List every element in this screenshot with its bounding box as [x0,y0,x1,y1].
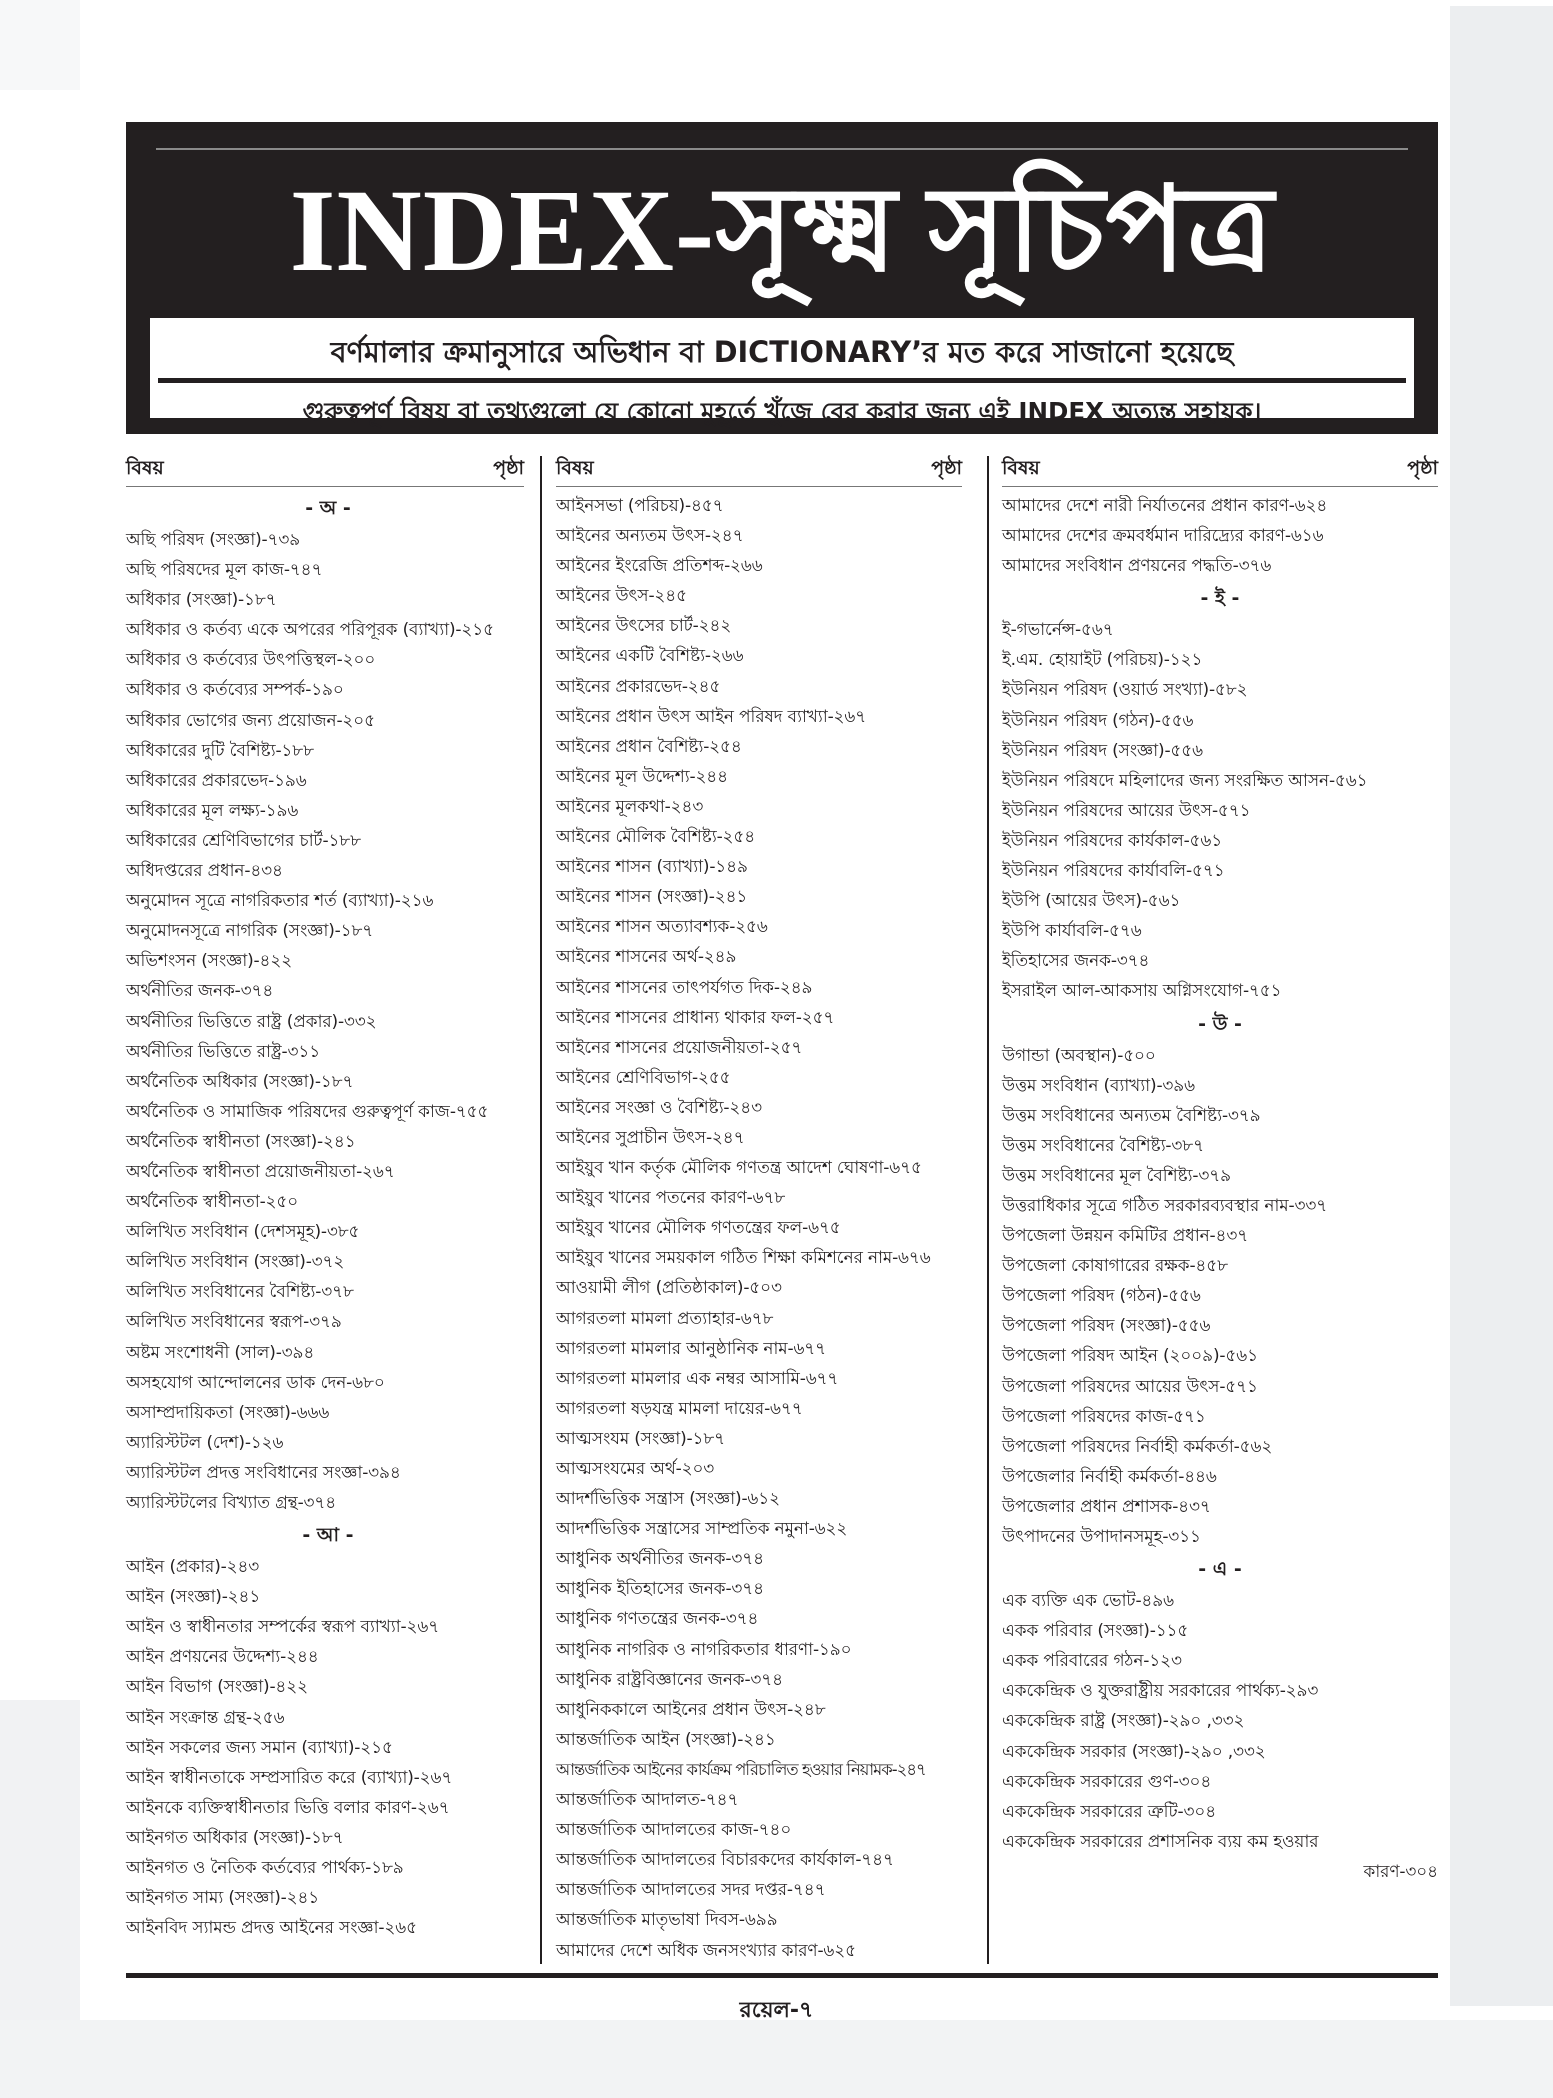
index-entry: আইন স্বাধীনতাকে সম্প্রসারিত করে (ব্যাখ্যা)-২৬৭ [126,1767,453,1788]
index-entry: অধিকার ও কর্তব্যের উৎপত্তিস্থল-২০০ [126,650,376,671]
index-entry: আইনের শাসন (সংজ্ঞা)-২৪১ [556,887,748,908]
subject-header: বিষয় [556,457,594,479]
index-entry: ই-গভার্নেন্স-৫৬৭ [1002,620,1114,641]
title-box [156,148,1408,312]
index-entry: অধিকারের শ্রেণিবিভাগের চার্ট-১৮৮ [126,830,361,851]
index-entry: অর্থনৈতিক ও সামাজিক পরিষদের গুরুত্বপূর্ণ কাজ-৭৫৫ [126,1101,489,1122]
index-entry: অধিদপ্তরের প্রধান-৪৩৪ [126,861,283,882]
index-entry: আইন (সংজ্ঞা)-২৪১ [126,1587,261,1608]
index-entry: আইনের শাসনের প্রাধান্য থাকার ফল-২৫৭ [556,1007,835,1028]
index-entry: আইনের প্রকারভেদ-২৪৫ [556,676,721,697]
index-entry: অছি পরিষদ (সংজ্ঞা)-৭৩৯ [126,530,301,550]
index-entry: অলিখিত সংবিধান (সংজ্ঞা)-৩৭২ [126,1252,345,1273]
index-entry: অধিকার (সংজ্ঞা)-১৮৭ [126,590,277,611]
index-entry: আইনের মৌলিক বৈশিষ্ট্য-২৫৪ [556,827,756,848]
index-entry: আইন ও স্বাধীনতার সম্পর্কের স্বরূপ ব্যাখ্যা-২৬৭ [126,1617,440,1638]
index-entry: অলিখিত সংবিধানের স্বরূপ-৩৭৯ [126,1312,342,1333]
index-entry: ইউনিয়ন পরিষদের কার্যাবলি-৫৭১ [1002,861,1225,882]
index-entry: ইউপি কার্যাবলি-৫৭৬ [1002,921,1142,942]
index-entry: আইনের শাসনের তাৎপর্যগত দিক-২৪৯ [556,977,813,998]
index-entry: আইনের সংজ্ঞা ও বৈশিষ্ট্য-২৪৩ [556,1097,762,1118]
index-entry: আগরতলা ষড়যন্ত্র মামলা দায়ের-৬৭৭ [556,1398,803,1419]
index-entry: আইয়ুব খানের পতনের কারণ-৬৭৮ [556,1188,786,1209]
section-letter-heading: - অ - [305,497,351,519]
index-entry: উপজেলা পরিষদ আইন (২০০৯)-৫৬১ [1002,1346,1258,1367]
index-entry: আত্মসংযম (সংজ্ঞা)-১৮৭ [556,1428,726,1449]
index-entry: উপজেলা পরিষদের নির্বাহী কর্মকর্তা-৫৬২ [1002,1436,1273,1457]
index-entry: আন্তর্জাতিক আদালতের কাজ-৭৪০ [556,1820,792,1841]
index-entry: অধিকারের মূল লক্ষ্য-১৯৬ [126,800,299,821]
index-entry: উত্তম সংবিধানের বৈশিষ্ট্য-৩৮৭ [1002,1135,1204,1156]
index-entry: আন্তর্জাতিক আইন (সংজ্ঞা)-২৪১ [556,1729,776,1750]
index-entry: অনুমোদন সূত্রে নাগরিকতার শর্ত (ব্যাখ্যা)-২১৬ [126,891,434,912]
index-entry: আইনের সুপ্রাচীন উৎস-২৪৭ [556,1127,745,1148]
index-entry: অভিশংসন (সংজ্ঞা)-৪২২ [126,951,293,972]
section-letter-heading: - ই - [1200,587,1240,610]
index-entry: আইনগত সাম্য (সংজ্ঞা)-২৪১ [126,1888,320,1909]
index-entry: আমাদের দেশের ক্রমবর্ধমান দারিদ্র্যের কারণ-৬১৬ [1002,526,1324,547]
index-entry: আইনের শাসন (ব্যাখ্যা)-১৪৯ [556,857,748,878]
index-entry: আদর্শভিত্তিক সন্ত্রাস (সংজ্ঞা)-৬১২ [556,1489,781,1510]
index-entry: উত্তম সংবিধানের অন্যতম বৈশিষ্ট্য-৩৭৯ [1002,1105,1261,1126]
index-entry: আগরতলা মামলার আনুষ্ঠানিক নাম-৬৭৭ [556,1338,827,1359]
index-entry: আইনের শাসনের অর্থ-২৪৯ [556,947,737,968]
index-entry: অর্থনীতির ভিত্তিতে রাষ্ট্র-৩১১ [126,1041,321,1062]
index-entry: এক ব্যক্তি এক ভোট-৪৯৬ [1002,1591,1175,1612]
index-entry: আগরতলা মামলা প্রত্যাহার-৬৭৮ [556,1308,774,1329]
index-entry: উত্তরাধিকার সূত্রে গঠিত সরকারব্যবস্থার নাম-৩৩৭ [1002,1195,1328,1216]
index-entry: উপজেলা পরিষদ (সংজ্ঞা)-৫৫৬ [1002,1316,1211,1337]
index-column-1 [126,456,530,1964]
index-entry: অর্থনীতির জনক-৩৭৪ [126,981,274,1002]
index-entry: আইনগত অধিকার (সংজ্ঞা)-১৮৭ [126,1827,344,1848]
index-entry: আইনের মূল উদ্দেশ্য-২৪৪ [556,766,728,787]
index-entry: অসাম্প্রদায়িকতা (সংজ্ঞা)-৬৬৬ [126,1402,330,1423]
index-entry: ইতিহাসের জনক-৩৭৪ [1002,951,1150,972]
index-entry: এককেন্দ্রিক সরকারের ত্রুটি-৩০৪ [1002,1801,1217,1822]
index-entry: আইনের অন্যতম উৎস-২৪৭ [556,526,744,547]
index-entry: আধুনিক গণতন্ত্রের জনক-৩৭৪ [556,1609,759,1630]
index-entry: ইউনিয়ন পরিষদ (গঠন)-৫৫৬ [1002,710,1194,731]
page-header: পৃষ্ঠা [493,457,524,479]
index-entry: আগরতলা মামলার এক নম্বর আসামি-৬৭৭ [556,1368,839,1389]
index-entry: উত্তম সংবিধান (ব্যাখ্যা)-৩৯৬ [1002,1075,1196,1096]
index-entry: আইন সংক্রান্ত গ্রন্থ-২৫৬ [126,1707,285,1728]
index-entry: উপজেলা পরিষদের কাজ-৫৭১ [1002,1406,1206,1427]
index-entry: আইয়ুব খান কর্তৃক মৌলিক গণতন্ত্র আদেশ ঘোষণা-৬৭৫ [556,1158,922,1179]
index-entry: অ্যারিস্টটলের বিখ্যাত গ্রন্থ-৩৭৪ [126,1493,337,1513]
index-entry: ইউনিয়ন পরিষদ (ওয়ার্ড সংখ্যা)-৫৮২ [1002,680,1248,701]
index-entry: আমাদের সংবিধান প্রণয়নের পদ্ধতি-৩৭৬ [1002,556,1272,577]
page-title: INDEX-সূক্ষ্ম সূচিপত্র [289,165,1275,296]
index-entry: উপজেলার নির্বাহী কর্মকর্তা-৪৪৬ [1002,1466,1217,1487]
index-entry: আইনের মূলকথা-২৪৩ [556,796,704,817]
index-entry: অর্থনৈতিক অধিকার (সংজ্ঞা)-১৮৭ [126,1071,354,1092]
index-entry: আইয়ুব খানের সময়কাল গঠিত শিক্ষা কমিশনের নাম-৬৭৬ [556,1248,931,1269]
index-entry: উপজেলা উন্নয়ন কমিটির প্রধান-৪৩৭ [1002,1226,1249,1247]
index-entry: আইনের শাসনের প্রয়োজনীয়তা-২৫৭ [556,1037,803,1058]
index-entry: আইনের উৎস-২৪৫ [556,586,687,607]
entry-list [556,491,976,1966]
column-header [556,456,962,487]
index-entry: আইনগত ও নৈতিক কর্তব্যের পার্থক্য-১৮৯ [126,1858,404,1879]
index-entry: আইনের শাসন অত্যাবশ্যক-২৫৬ [556,917,768,938]
index-columns [126,456,1438,1964]
index-entry: উপজেলা পরিষদ (গঠন)-৫৫৬ [1002,1286,1201,1307]
index-entry: অনুমোদনসূত্রে নাগরিক (সংজ্ঞা)-১৮৭ [126,921,374,942]
index-entry: এককেন্দ্রিক সরকারের প্রশাসনিক ব্যয় কম হওয়ার [1002,1831,1319,1852]
index-entry: আন্তর্জাতিক আদালতের বিচারকদের কার্যকাল-৭৪৭ [556,1850,894,1871]
entry-list [1002,491,1438,1887]
index-entry: আইনের একটি বৈশিষ্ট্য-২৬৬ [556,646,744,667]
index-entry: অর্থনীতির ভিত্তিতে রাষ্ট্র (প্রকার)-৩৩২ [126,1011,377,1032]
index-entry: ই.এম. হোয়াইট (পরিচয়)-১২১ [1002,650,1203,671]
index-column-3 [976,456,1438,1964]
header-banner [126,122,1438,434]
index-entry: এককেন্দ্রিক সরকার (সংজ্ঞা)-২৯০ ,৩৩২ [1002,1741,1266,1762]
column-header [1002,456,1438,487]
subtitle-box [150,318,1414,426]
index-entry: আন্তর্জাতিক আদালতের সদর দপ্তর-৭৪৭ [556,1880,826,1901]
page-tagline: গুরুত্বপূর্ণ বিষয় বা তথ্যগুলো যে কোনো মুহূর্তে খুঁজে বের করার জন্য এই INDEX অত্যন্ত সহায়ক। [302,397,1262,426]
index-entry: আমাদের দেশে অধিক জনসংখ্যার কারণ-৬২৫ [556,1940,857,1961]
index-entry: আধুনিক রাষ্ট্রবিজ্ঞানের জনক-৩৭৪ [556,1669,784,1690]
index-entry: উপজেলার প্রধান প্রশাসক-৪৩৭ [1002,1496,1211,1517]
page-footer: রয়েল-৭ [739,1998,814,2023]
index-entry: উত্তম সংবিধানের মূল বৈশিষ্ট্য-৩৭৯ [1002,1165,1231,1186]
index-entry: আইনবিদ স্যামন্ড প্রদত্ত আইনের সংজ্ঞা-২৬৫ [126,1918,417,1939]
index-entry: অর্থনৈতিক স্বাধীনতা প্রয়োজনীয়তা-২৬৭ [126,1161,395,1182]
index-entry: আইনসভা (পরিচয়)-৪৫৭ [556,496,724,516]
index-entry: আন্তর্জাতিক আইনের কার্যক্রম পরিচালিত হওয়ার নিয়ামক-২৪৭ [556,1759,926,1779]
index-entry: আত্মসংযমের অর্থ-২০৩ [556,1459,715,1479]
index-entry: আইয়ুব খানের মৌলিক গণতন্ত্রের ফল-৬৭৫ [556,1218,841,1239]
index-entry: অলিখিত সংবিধানের বৈশিষ্ট্য-৩৭৮ [126,1282,354,1303]
index-entry: অসহযোগ আন্দোলনের ডাক দেন-৬৮০ [126,1372,385,1393]
index-entry: আন্তর্জাতিক মাতৃভাষা দিবস-৬৯৯ [556,1910,778,1931]
index-entry: ইউনিয়ন পরিষদের কার্যকাল-৫৬১ [1002,830,1223,851]
index-entry: অধিকারের প্রকারভেদ-১৯৬ [126,770,307,791]
index-entry: আধুনিক অর্থনীতির জনক-৩৭৪ [556,1549,764,1570]
index-entry: অছি পরিষদের মূল কাজ-৭৪৭ [126,560,323,581]
subtitle-divider [158,378,1406,383]
index-entry: ইউনিয়ন পরিষদের আয়ের উৎস-৫৭১ [1002,800,1251,821]
index-entry: উপজেলা কোষাগারের রক্ষক-৪৫৮ [1002,1256,1228,1277]
index-entry: আইনের ইংরেজি প্রতিশব্দ-২৬৬ [556,556,763,577]
page-subtitle: বর্ণমালার ক্রমানুসারে অভিধান বা DICTIONARY’র মত করে সাজানো হয়েছে [330,335,1234,369]
index-entry: ইউপি (আয়ের উৎস)-৫৬১ [1002,891,1181,912]
index-entry: কারণ-৩০৪ [1363,1861,1438,1882]
index-entry: অধিকার ও কর্তব্য একে অপরের পরিপূরক (ব্যাখ্যা)-২১৫ [126,620,494,641]
column-header [126,456,524,487]
index-entry: অর্থনৈতিক স্বাধীনতা-২৫০ [126,1192,299,1213]
index-entry: আন্তর্জাতিক আদালত-৭৪৭ [556,1790,739,1811]
subject-header: বিষয় [126,457,164,479]
index-column-2 [530,456,976,1964]
index-entry: অর্থনৈতিক স্বাধীনতা (সংজ্ঞা)-২৪১ [126,1131,356,1152]
index-entry: আধুনিক ইতিহাসের জনক-৩৭৪ [556,1579,764,1600]
index-entry: অধিকার ও কর্তব্যের সম্পর্ক-১৯০ [126,680,344,701]
index-entry: এককেন্দ্রিক সরকারের গুণ-৩০৪ [1002,1771,1212,1792]
index-entry: আধুনিককালে আইনের প্রধান উৎস-২৪৮ [556,1699,826,1720]
section-letter-heading: - উ - [1198,1012,1242,1035]
section-letter-heading: - এ - [1198,1558,1242,1581]
index-entry: একক পরিবারের গঠন-১২৩ [1002,1651,1182,1672]
index-entry: আইনের শ্রেণিবিভাগ-২৫৫ [556,1067,731,1088]
index-entry: উৎপাদনের উপাদানসমূহ-৩১১ [1002,1527,1201,1547]
index-entry: উগান্ডা (অবস্থান)-৫০০ [1002,1045,1156,1066]
index-entry: আইনের প্রধান উৎস আইন পরিষদ ব্যাখ্যা-২৬৭ [556,706,867,727]
subject-header: বিষয় [1002,457,1040,479]
page-header: পৃষ্ঠা [931,457,962,479]
index-entry: আধুনিক নাগরিক ও নাগরিকতার ধারণা-১৯০ [556,1639,852,1660]
bottom-divider [126,1973,1438,1978]
index-entry: এককেন্দ্রিক ও যুক্তরাষ্ট্রীয় সরকারের পার্থক্য-২৯৩ [1002,1681,1319,1702]
index-entry: আদর্শভিত্তিক সন্ত্রাসের সাম্প্রতিক নমুনা-৬২২ [556,1519,848,1540]
index-entry: অষ্টম সংশোধনী (সাল)-৩৯৪ [126,1342,315,1363]
entry-list [126,491,530,1943]
index-entry: একক পরিবার (সংজ্ঞা)-১১৫ [1002,1621,1189,1642]
index-entry: এককেন্দ্রিক রাষ্ট্র (সংজ্ঞা)-২৯০ ,৩৩২ [1002,1711,1245,1732]
index-entry: উপজেলা পরিষদের আয়ের উৎস-৫৭১ [1002,1376,1258,1397]
index-entry: ইউনিয়ন পরিষদ (সংজ্ঞা)-৫৫৬ [1002,740,1204,761]
index-entry: অলিখিত সংবিধান (দেশসমূহ)-৩৮৫ [126,1222,360,1243]
index-entry: অ্যারিস্টটল প্রদত্ত সংবিধানের সংজ্ঞা-৩৯৪ [126,1462,401,1483]
index-entry: আওয়ামী লীগ (প্রতিষ্ঠাকাল)-৫০৩ [556,1278,782,1299]
index-entry: অ্যারিস্টটল (দেশ)-১২৬ [126,1432,284,1453]
index-entry: অধিকারের দুটি বৈশিষ্ট্য-১৮৮ [126,740,314,761]
index-entry: ইউনিয়ন পরিষদে মহিলাদের জন্য সংরক্ষিত আসন-৫৬১ [1002,770,1368,791]
index-entry: আইন বিভাগ (সংজ্ঞা)-৪২২ [126,1677,308,1698]
page-header: পৃষ্ঠা [1407,457,1438,479]
index-entry: আইনের প্রধান বৈশিষ্ট্য-২৫৪ [556,736,742,757]
index-entry: আইনের উৎসের চার্ট-২৪২ [556,616,732,637]
index-entry: অধিকার ভোগের জন্য প্রয়োজন-২০৫ [126,710,375,731]
index-entry: আইন (প্রকার)-২৪৩ [126,1557,260,1578]
index-entry: ইসরাইল আল-আকসায় অগ্নিসংযোগ-৭৫১ [1002,981,1282,1002]
index-entry: আমাদের দেশে নারী নির্যাতনের প্রধান কারণ-৬২৪ [1002,496,1328,516]
index-entry: আইন প্রণয়নের উদ্দেশ্য-২৪৪ [126,1647,319,1668]
section-letter-heading: - আ - [302,1524,354,1547]
index-entry: আইনকে ব্যক্তিস্বাধীনতার ভিত্তি বলার কারণ-২৬৭ [126,1797,450,1818]
index-entry: আইন সকলের জন্য সমান (ব্যাখ্যা)-২১৫ [126,1737,393,1758]
